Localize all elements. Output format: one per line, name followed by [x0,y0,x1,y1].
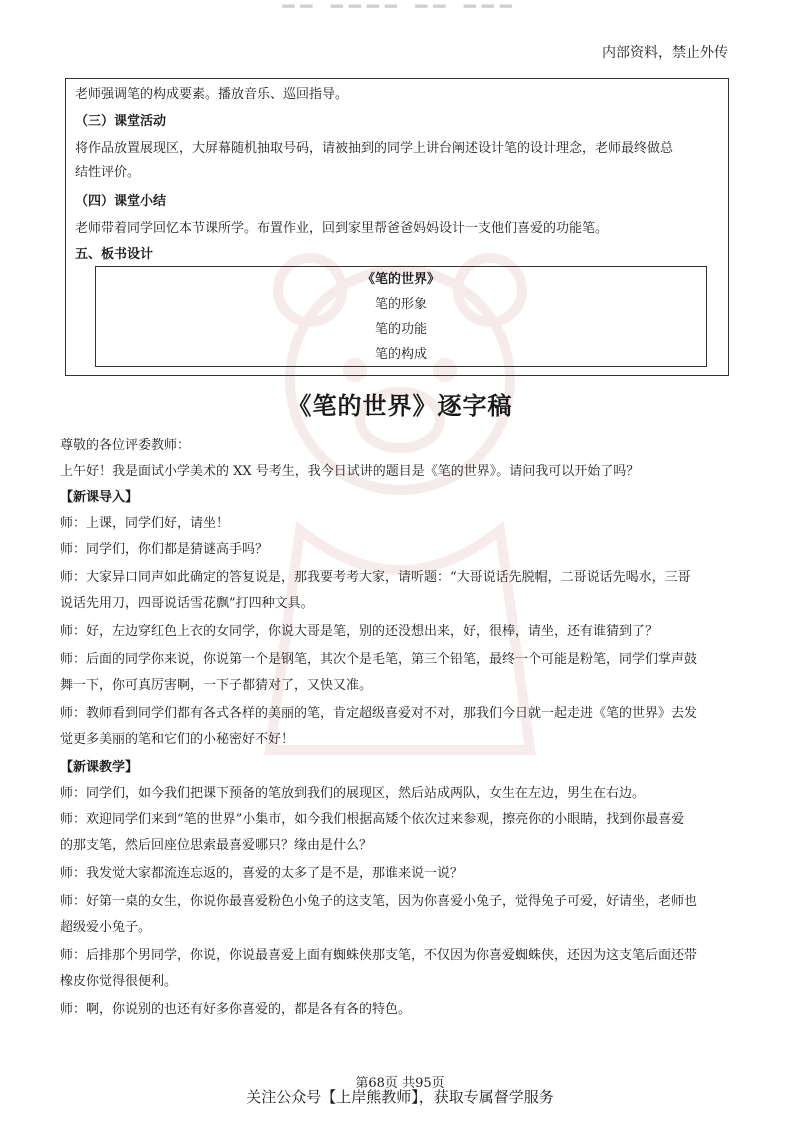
paragraph: 师：欢迎同学们来到“笔的世界”小集市，如今我们根据高矮个依次过来参观，擦亮你的小眼睛，找到你最喜爱 [60,812,685,827]
plan-line: 结性评价。 [75,165,141,180]
paragraph: 的那支笔，然后回座位思索最喜爱哪只？缘由是什么？ [60,838,373,853]
plan-section-heading: 五、板书设计 [75,247,154,262]
board-item: 笔的形象 [374,297,427,312]
confidential-note: 内部资料，禁止外传 [602,45,728,61]
board-item: 笔的构成 [374,347,427,362]
paragraph: 舞一下，你可真厉害啊，一下子都猜对了，又快又准。 [60,678,373,693]
section-heading: 【新课导入】 [60,490,139,505]
lesson-plan-box [65,78,729,376]
blackboard-design-box [95,266,707,367]
paragraph: 师：后排那个男同学，你说，你说最喜爱上面有蜘蛛侠那支笔，不仅因为你喜爱蜘蛛侠，还因为这支笔后面还带 [60,948,698,963]
plan-line: 将作品放置展现区，大屏幕随机抽取号码，请被抽到的同学上讲台阐述设计笔的设计理念，老师最终做总 [75,141,674,156]
top-scan-mark: ━━ ━━━━ ━━ ━━━ [282,0,518,18]
paragraph: 觉更多美丽的笔和它们的小秘密好不好！ [60,732,295,747]
plan-line: 老师强调笔的构成要素。播放音乐、巡回指导。 [75,87,349,102]
paragraph: 师：啊，你说别的也还有好多你喜爱的，都是各有各的特色。 [60,1002,412,1017]
board-item: 笔的功能 [374,322,427,337]
board-title: 《笔的世界》 [361,272,440,287]
paragraph: 师：教师看到同学们都有各式各样的美丽的笔，肯定超级喜爱对不对，那我们今日就一起走进《笔的世界》去发 [60,706,698,721]
page-number: 第68页 共95页 [355,1076,445,1091]
paragraph: 师：同学们，如今我们把课下预备的笔放到我们的展现区，然后站成两队，女生在左边，男生在右边。 [60,786,646,801]
paragraph: 师：大家异口同声如此确定的答复说是，那我要考考大家，请听题：“大哥说话先脱帽，二哥说话先喝水，三哥 [60,570,691,585]
paragraph: 说话先用刀，四哥说话雪花飘”打四种文具。 [60,596,314,611]
plan-section-heading: （四）课堂小结 [75,194,167,209]
paragraph: 师：好第一桌的女生，你说你最喜爱粉色小兔子的这支笔，因为你喜爱小兔子，觉得兔子可爱，好请坐，老师也 [60,894,698,909]
paragraph: 师：我发觉大家都流连忘返的，喜爱的太多了是不是，那谁来说一说？ [60,866,464,881]
paragraph: 橡皮你觉得很便利。 [60,974,178,989]
paragraph: 师：同学们，你们都是猜谜高手吗？ [60,542,269,557]
paragraph: 师：好，左边穿红色上衣的女同学，你说大哥是笔，别的还没想出来，好，很棒，请坐，还有谁猜到了？ [60,624,659,639]
section-heading: 【新课教学】 [60,760,139,775]
document-title: 《笔的世界》逐字稿 [287,391,513,420]
paragraph: 尊敬的各位评委教师： [60,438,191,453]
paragraph: 师：后面的同学你来说，你说第一个是钢笔，其次个是毛笔，第三个铅笔，最终一个可能是粉笔，同学们掌声鼓 [60,652,698,667]
paragraph: 师：上课，同学们好，请坐！ [60,516,230,531]
footer-promo: 关注公众号【上岸熊教师】，获取专属督学服务 [246,1088,554,1106]
paragraph: 超级爱小兔子。 [60,920,152,935]
plan-line: 老师带着同学回忆本节课所学。布置作业，回到家里帮爸爸妈妈设计一支他们喜爱的功能笔。 [75,221,609,236]
plan-section-heading: （三）课堂活动 [75,114,167,129]
paragraph: 上午好！我是面试小学美术的 XX 号考生，我今日试讲的题目是《笔的世界》。请问我可以开始了吗？ [60,464,640,479]
